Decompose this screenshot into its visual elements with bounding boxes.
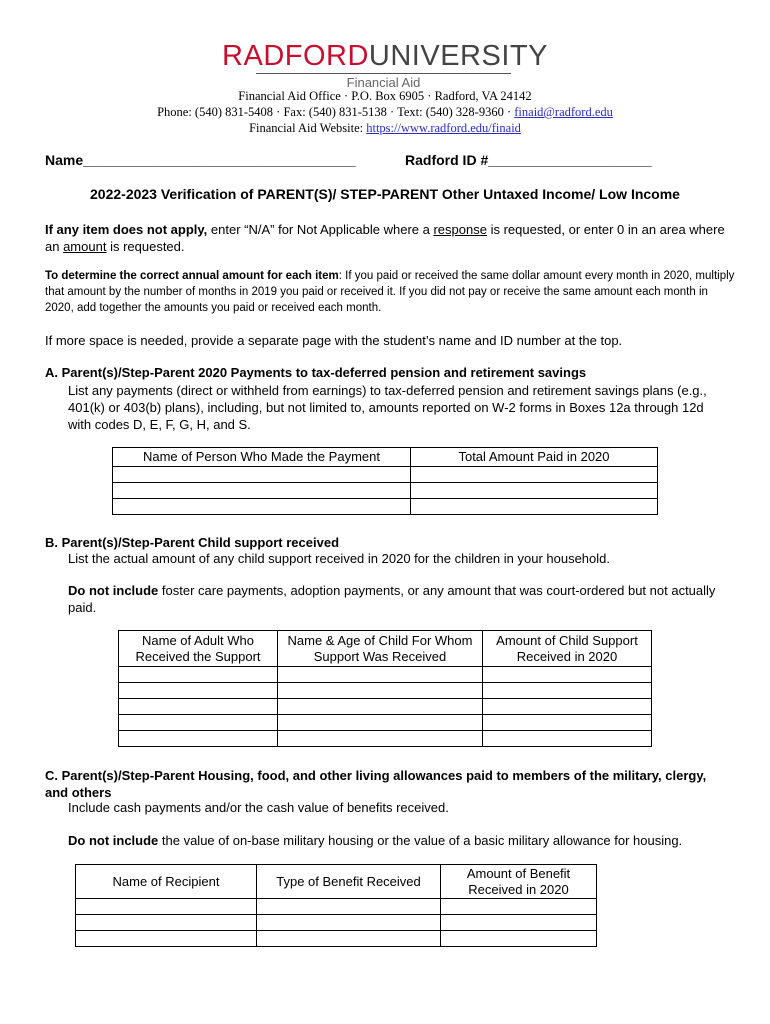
name-field[interactable]: [45, 152, 356, 168]
table-cell[interactable]: [483, 731, 652, 747]
section-b-col-amount: Amount of Child Support Received in 2020: [483, 631, 652, 667]
table-cell[interactable]: [441, 931, 597, 947]
table-cell[interactable]: [411, 483, 658, 499]
university-logo: [0, 40, 770, 73]
section-b-col-child: Name & Age of Child For Whom Support Was Received: [278, 631, 483, 667]
section-b-table: [118, 630, 652, 747]
radford-id-label: Radford ID #: [405, 152, 489, 168]
na-text-1: enter “N/A” for Not Applicable where a: [207, 222, 434, 237]
radford-id-field[interactable]: [405, 152, 652, 168]
section-a-table: [112, 447, 658, 515]
table-cell[interactable]: [278, 699, 483, 715]
table-cell[interactable]: [76, 915, 257, 931]
section-b-heading: B. Parent(s)/Step-Parent Child support received: [45, 535, 340, 550]
section-b-col-adult: Name of Adult Who Received the Support: [119, 631, 278, 667]
section-b-dni-text: foster care payments, adoption payments, or any amount that was court-ordered but not actually paid.: [68, 583, 716, 615]
office-address: Financial Aid Office · P.O. Box 6905 · Radford, VA 24142: [238, 89, 532, 103]
table-cell[interactable]: [119, 731, 278, 747]
table-cell[interactable]: [278, 715, 483, 731]
table-cell[interactable]: [119, 715, 278, 731]
table-cell[interactable]: [113, 467, 411, 483]
website-line: [0, 121, 770, 136]
radford-id-blank[interactable]: _____________________: [488, 152, 652, 168]
section-a-heading: A. Parent(s)/Step-Parent 2020 Payments to tax-deferred pension and retirement savings: [45, 365, 587, 380]
website-label: Financial Aid Website:: [249, 121, 364, 135]
table-cell[interactable]: [76, 931, 257, 947]
table-cell[interactable]: [441, 915, 597, 931]
table-cell[interactable]: [278, 667, 483, 683]
table-cell[interactable]: [113, 483, 411, 499]
section-c-col-amount: Amount of Benefit Received in 2020: [441, 865, 597, 899]
section-a-col-amount: Total Amount Paid in 2020: [411, 448, 658, 467]
contact-line: [0, 105, 770, 120]
na-bold: If any item does not apply,: [45, 222, 208, 237]
annual-text: : If you paid or received the same dollar amount every month in 2020, multiply that amount by the number of months in 2019 you paid or received it. If you did not pay or receive the same amount each month in 2020, add together the amounts you paid or received each month.: [45, 270, 735, 314]
website-link[interactable]: https://www.radford.edu/finaid: [366, 121, 521, 135]
phone-fax-text: Phone: (540) 831-5408 · Fax: (540) 831-5138 · Text: (540) 328-9360 ·: [157, 105, 512, 119]
logo-university: UNIVERSITY: [368, 40, 548, 72]
table-cell[interactable]: [483, 715, 652, 731]
table-cell[interactable]: [441, 899, 597, 915]
more-space-note: If more space is needed, provide a separate page with the student’s name and ID number at the top.: [45, 333, 623, 348]
section-a-col-name: Name of Person Who Made the Payment: [113, 448, 411, 467]
table-cell[interactable]: [119, 699, 278, 715]
section-c-body: Include cash payments and/or the cash value of benefits received.: [68, 800, 449, 815]
logo-radford: RADFORD: [222, 40, 369, 72]
logo-subtitle: Financial Aid: [346, 75, 421, 90]
section-c-col-recipient: Name of Recipient: [76, 865, 257, 899]
section-c-table: [75, 864, 597, 947]
na-text-2: is requested, or enter 0 in an area where an: [45, 222, 725, 254]
section-b-exclusion: [68, 582, 723, 616]
table-cell[interactable]: [113, 499, 411, 515]
logo-divider: [256, 73, 511, 74]
table-cell[interactable]: [119, 683, 278, 699]
table-cell[interactable]: [257, 931, 441, 947]
table-cell[interactable]: [257, 899, 441, 915]
table-cell[interactable]: [76, 899, 257, 915]
section-c-dni-text: the value of on-base military housing or the value of a basic military allowance for housing.: [158, 833, 683, 848]
section-a-body: List any payments (direct or withheld from earnings) to tax-deferred pension and retirement savings plans (e.g., 401(k) or 403(b) plans), including, but not limited to, amounts reported on W-2 forms in Boxes 12a through 12d with codes D, E, F, G, H, and S.: [68, 383, 707, 432]
section-c-heading: C. Parent(s)/Step-Parent Housing, food, and other living allowances paid to members of the military, clergy, and others: [45, 768, 707, 800]
table-cell[interactable]: [411, 499, 658, 515]
na-text-3: is requested.: [106, 239, 185, 254]
table-cell[interactable]: [257, 915, 441, 931]
na-underline-amount: amount: [63, 239, 107, 254]
table-cell[interactable]: [411, 467, 658, 483]
annual-bold: To determine the correct annual amount for each item: [45, 270, 339, 282]
email-link[interactable]: finaid@radford.edu: [514, 105, 613, 119]
name-blank[interactable]: ___________________________________: [83, 152, 356, 168]
table-cell[interactable]: [483, 683, 652, 699]
table-cell[interactable]: [278, 731, 483, 747]
form-title: 2022-2023 Verification of PARENT(S)/ STEP-PARENT Other Untaxed Income/ Low Income: [90, 186, 680, 202]
section-c-exclusion: [68, 832, 748, 849]
section-b-dni-bold: Do not include: [68, 583, 159, 598]
table-cell[interactable]: [483, 699, 652, 715]
name-label: Name: [45, 152, 84, 168]
table-cell[interactable]: [278, 683, 483, 699]
na-instruction: [45, 221, 735, 255]
section-c-col-type: Type of Benefit Received: [257, 865, 441, 899]
na-underline-response: response: [433, 222, 487, 237]
table-cell[interactable]: [483, 667, 652, 683]
section-b-body: List the actual amount of any child support received in 2020 for the children in your household.: [68, 551, 611, 566]
section-c-dni-bold: Do not include: [68, 833, 159, 848]
annual-amount-instruction: [45, 268, 735, 316]
table-cell[interactable]: [119, 667, 278, 683]
